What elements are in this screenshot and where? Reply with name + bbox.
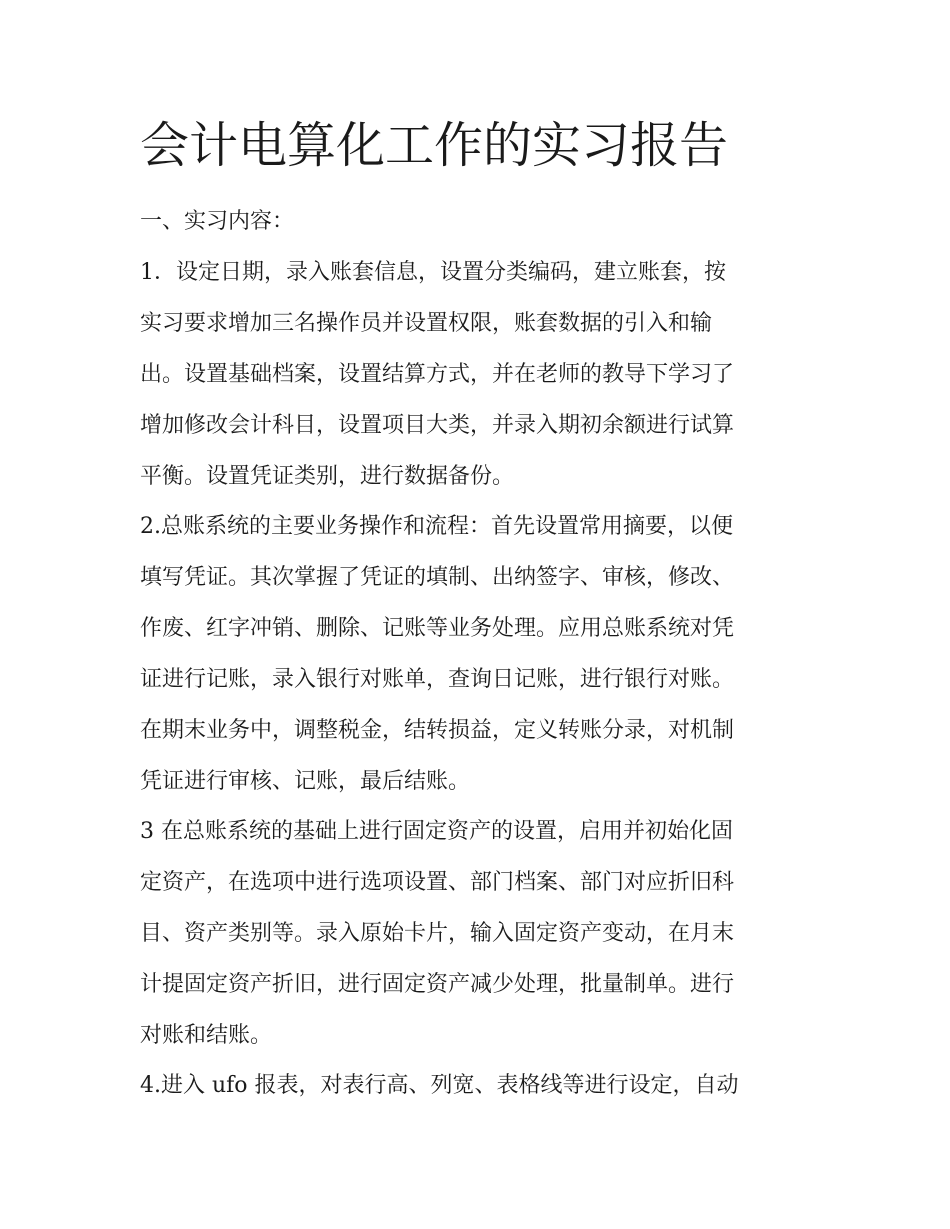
paragraph-line: 定资产，在选项中进行选项设置、部门档案、部门对应折旧科 bbox=[140, 870, 735, 895]
section-heading: 一、实习内容： bbox=[140, 209, 295, 234]
paragraph-line: 2.总账系统的主要业务操作和流程：首先设置常用摘要，以便 bbox=[140, 514, 733, 539]
paragraph-line: 填写凭证。其次掌握了凭证的填制、出纳签字、审核，修改、 bbox=[140, 565, 735, 590]
paragraph-line: 增加修改会计科目，设置项目大类，并录入期初余额进行试算 bbox=[140, 413, 735, 438]
paragraph-line: 3 在总账系统的基础上进行固定资产的设置，启用并初始化固 bbox=[140, 819, 733, 844]
paragraph-line: 1．设定日期，录入账套信息，设置分类编码，建立账套，按 bbox=[140, 260, 726, 285]
paragraph-line: 实习要求增加三名操作员并设置权限，账套数据的引入和输 bbox=[140, 311, 713, 336]
paragraph-line: 证进行记账，录入银行对账单，查询日记账，进行银行对账。 bbox=[140, 667, 735, 692]
paragraph-line: 凭证进行审核、记账，最后结账。 bbox=[140, 769, 471, 794]
paragraph-line: 计提固定资产折旧，进行固定资产减少处理，批量制单。进行 bbox=[140, 972, 735, 997]
paragraph-line: 在期末业务中，调整税金，结转损益，定义转账分录，对机制 bbox=[140, 718, 735, 743]
paragraph-line: 对账和结账。 bbox=[140, 1023, 273, 1048]
paragraph-line: 平衡。设置凭证类别，进行数据备份。 bbox=[140, 464, 515, 489]
paragraph-line: 作废、红字冲销、删除、记账等业务处理。应用总账系统对凭 bbox=[140, 616, 735, 641]
document-title: 会计电算化工作的实习报告 bbox=[140, 117, 729, 174]
paragraph-line: 出。设置基础档案，设置结算方式，并在老师的教导下学习了 bbox=[140, 362, 735, 387]
paragraph-line: 4.进入 ufo 报表，对表行高、列宽、表格线等进行设定，自动 bbox=[140, 1073, 739, 1098]
paragraph-line: 目、资产类别等。录入原始卡片，输入固定资产变动，在月末 bbox=[140, 921, 735, 946]
